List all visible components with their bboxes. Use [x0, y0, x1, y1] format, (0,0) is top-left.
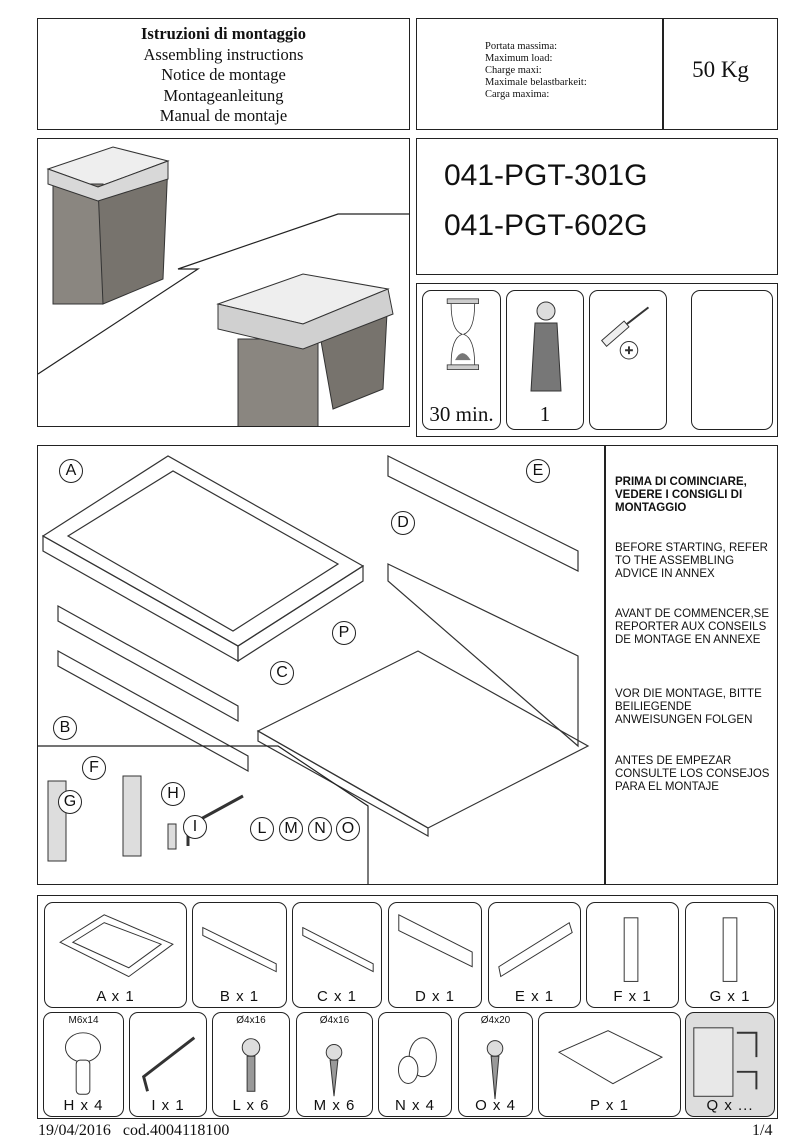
note-en: BEFORE STARTING, REFER TO THE ASSEMBLING ADVICE IN ANNEX [615, 542, 768, 580]
note-de: VOR DIE MONTAGE, BITTE BEILIEGENDE ANWEISUNGEN FOLGEN [615, 688, 762, 726]
callout-f: F [82, 756, 106, 780]
part-spec: Ø4x20 [480, 1015, 511, 1026]
footer-left [38, 1122, 229, 1140]
note-fr: AVANT DE COMMENCER,SE REPORTER AUX CONSEILS DE MONTAGE EN ANNEXE [615, 608, 769, 646]
callout-p: P [332, 621, 356, 645]
tools-card [589, 290, 667, 430]
part-label: E x 1 [514, 988, 555, 1005]
callout-d: D [391, 511, 415, 535]
load-labels [485, 41, 587, 101]
requirements-box [416, 283, 778, 437]
hourglass-icon [423, 291, 502, 401]
load-value: 50 Kg [692, 57, 749, 82]
product-image-box [37, 138, 410, 427]
part-label: C x 1 [316, 988, 357, 1005]
load-label: Charge maxi: [485, 65, 542, 76]
part-h [43, 1012, 124, 1117]
part-n [378, 1012, 452, 1117]
part-spec: Ø4x16 [236, 1015, 266, 1026]
part-label: A x 1 [96, 988, 135, 1005]
callout-i: I [183, 815, 207, 839]
part-label: I x 1 [151, 1097, 185, 1114]
title-fr: Notice de montage [161, 65, 286, 84]
title-box [37, 18, 410, 130]
part-i [129, 1012, 207, 1117]
title-es: Manual de montaje [159, 106, 288, 125]
part-spec: M6x14 [68, 1015, 99, 1026]
part-label: M x 6 [313, 1097, 356, 1114]
note-it: PRIMA DI COMINCIARE, VEDERE I CONSIGLI DI MONTAGGIO [615, 476, 747, 514]
product-code-box [416, 138, 778, 275]
part-a [44, 902, 187, 1008]
part-m [296, 1012, 373, 1117]
callout-g: G [58, 790, 82, 814]
part-e [488, 902, 581, 1008]
page-number: 1/4 [752, 1122, 773, 1139]
callout-m: M [279, 817, 303, 841]
exploded-view-box [37, 445, 778, 885]
load-label: Maximale belastbarkeit: [485, 77, 587, 88]
worker-icon [507, 291, 585, 401]
callout-c: C [270, 661, 294, 685]
assembly-notes [615, 476, 775, 794]
callout-o: O [336, 817, 360, 841]
part-label: L x 6 [232, 1097, 270, 1114]
part-label: F x 1 [613, 988, 652, 1005]
callout-b: B [53, 716, 77, 740]
time-value: 30 min. [429, 402, 494, 426]
empty-card [691, 290, 773, 430]
part-p [538, 1012, 681, 1117]
callout-e: E [526, 459, 550, 483]
part-l [212, 1012, 290, 1117]
part-label: D x 1 [414, 988, 455, 1005]
part-label: G x 1 [709, 988, 751, 1005]
part-label: H x 4 [63, 1097, 104, 1114]
part-f [586, 902, 679, 1008]
load-label: Carga maxima: [485, 89, 550, 100]
part-label: P x 1 [590, 1097, 629, 1114]
part-q [685, 1012, 775, 1117]
load-label: Portata massima: [485, 41, 558, 52]
part-label: B x 1 [219, 988, 260, 1005]
part-b [192, 902, 287, 1008]
part-d [388, 902, 482, 1008]
persons-card [506, 290, 584, 430]
part-label: N x 4 [394, 1097, 435, 1114]
part-g [685, 902, 775, 1008]
title-de: Montageanleitung [163, 85, 284, 105]
part-o [458, 1012, 533, 1117]
screwdriver-icon [590, 291, 666, 429]
product-code: 041-PGT-301G [444, 159, 648, 192]
load-label: Maximum load: [485, 53, 553, 64]
callout-h: H [161, 782, 185, 806]
note-es: ANTES DE EMPEZAR CONSULTE LOS CONSEJOS PARA EL MONTAJE [615, 755, 770, 793]
part-c [292, 902, 382, 1008]
part-label: Q x ... [706, 1097, 754, 1114]
load-box [416, 18, 778, 130]
time-card [422, 290, 501, 430]
divider [604, 446, 606, 884]
parts-list-box [37, 895, 778, 1119]
title-it: Istruzioni di montaggio [140, 24, 307, 43]
persons-value: 1 [539, 402, 551, 426]
footer-date: 19/04/2016 [38, 1122, 111, 1139]
footer-code: cod.4004118100 [122, 1122, 230, 1139]
part-label: O x 4 [475, 1097, 516, 1114]
product-code: 041-PGT-602G [444, 209, 648, 242]
callout-l: L [250, 817, 274, 841]
part-spec: Ø4x16 [319, 1015, 350, 1026]
callout-n: N [308, 817, 332, 841]
callout-a: A [59, 459, 83, 483]
title-en: Assembling instructions [143, 44, 304, 64]
waste-bin-illustration [38, 139, 409, 426]
